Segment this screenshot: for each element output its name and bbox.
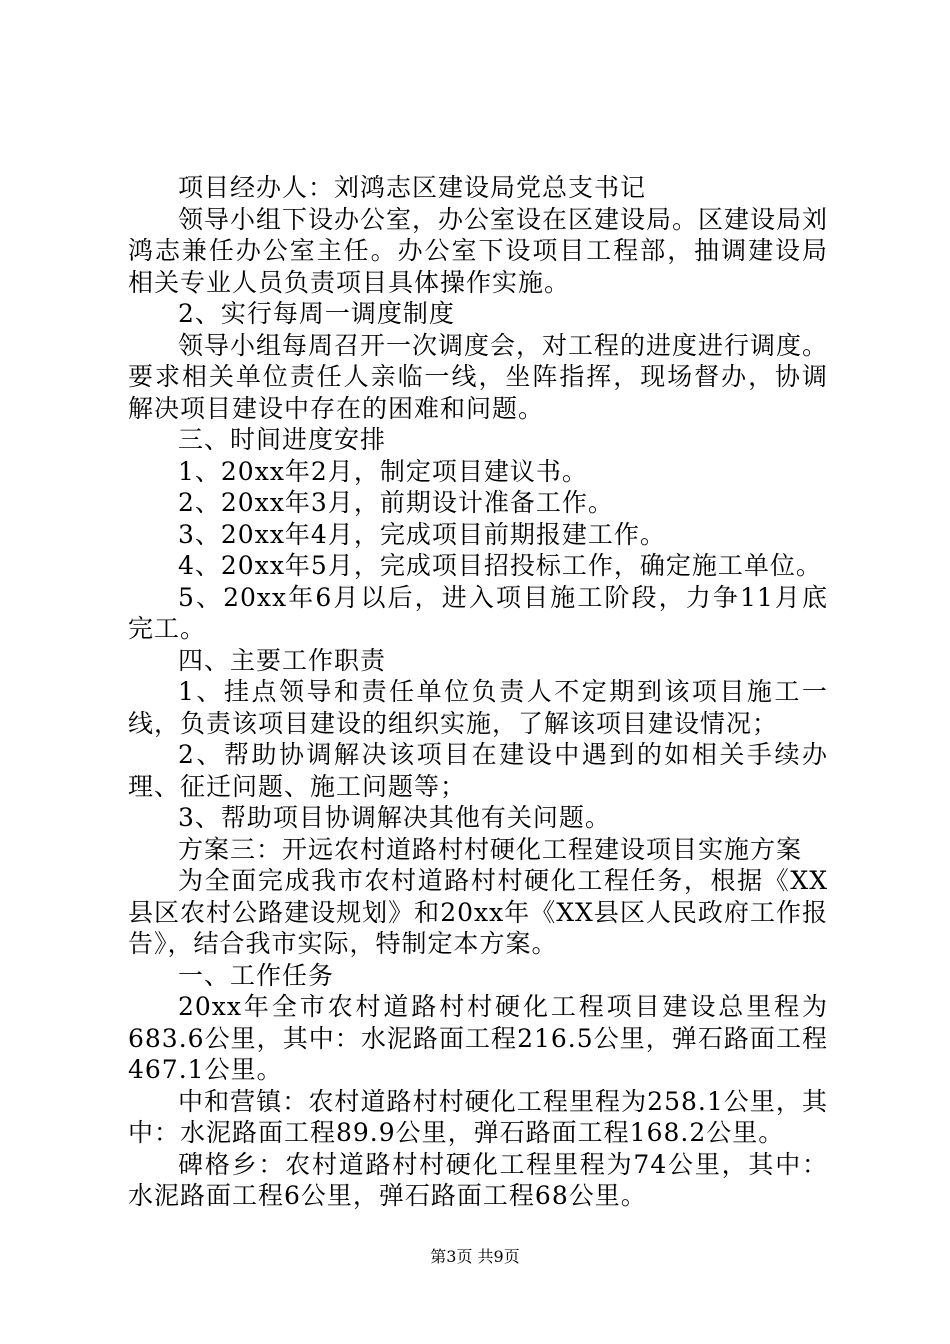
document-body [128,172,828,1212]
paragraph: 碑格乡：农村道路村村硬化工程里程为74公里，其中：水泥路面工程6公里，弹石路面工程68公里。 [128,1149,828,1210]
section-heading: 方案三：开远农村道路村村硬化工程建设项目实施方案 [178,834,803,864]
paragraph: 2、实行每周一调度制度 [178,299,455,328]
paragraph: 1、挂点领导和责任单位负责人不定期到该项目施工一线，负责该项目建设的组织实施，了解该项目建设情况； [128,677,828,738]
paragraph: 领导小组每周召开一次调度会，对工程的进度进行调度。要求相关单位责任人亲临一线，坐阵指挥，现场督办，协调解决项目建设中存在的困难和问题。 [128,330,829,423]
paragraph: 3、20xx年4月，完成项目前期报建工作。 [178,519,666,549]
paragraph: 4、20xx年5月，完成项目招投标工作，确定施工单位。 [178,551,822,580]
paragraph: 20xx年全市农村道路村村硬化工程项目建设总里程为683.6公里，其中：水泥路面工程216.5公里，弹石路面工程467.1公里。 [128,992,828,1084]
paragraph: 项目经办人：刘鸿志区建设局党总支书记 [178,173,647,202]
paragraph: 2、帮助协调解决该项目在建设中遇到的如相关手续办理、征迁问题、施工问题等； [128,740,828,801]
paragraph: 中和营镇：农村道路村村硬化工程里程为258.1公里，其中：水泥路面工程89.9公里，弹石路面工程168.2公里。 [128,1086,828,1147]
section-heading: 四、主要工作职责 [178,645,387,675]
paragraph: 领导小组下设办公室，办公室设在区建设局。区建设局刘鸿志兼任办公室主任。办公室下设项目工程部，抽调建设局相关专业人员负责项目具体操作实施。 [128,204,829,297]
paragraph: 为全面完成我市农村道路村村硬化工程任务，根据《XX县区农村公路建设规划》和20xx年《XX县区人民政府工作报告》，结合我市实际，特制定本方案。 [128,866,828,958]
paragraph: 2、20xx年3月，前期设计准备工作。 [178,488,614,517]
page-footer: 第3页 共9页 [430,1247,520,1266]
section-heading: 一、工作任务 [178,960,335,990]
section-heading: 三、时间进度安排 [178,425,387,454]
paragraph: 3、帮助项目协调解决其他有关问题。 [178,803,611,832]
paragraph: 1、20xx年2月，制定项目建议书。 [178,456,588,486]
paragraph: 5、20xx年6月以后，进入项目施工阶段，力争11月底完工。 [128,582,828,643]
